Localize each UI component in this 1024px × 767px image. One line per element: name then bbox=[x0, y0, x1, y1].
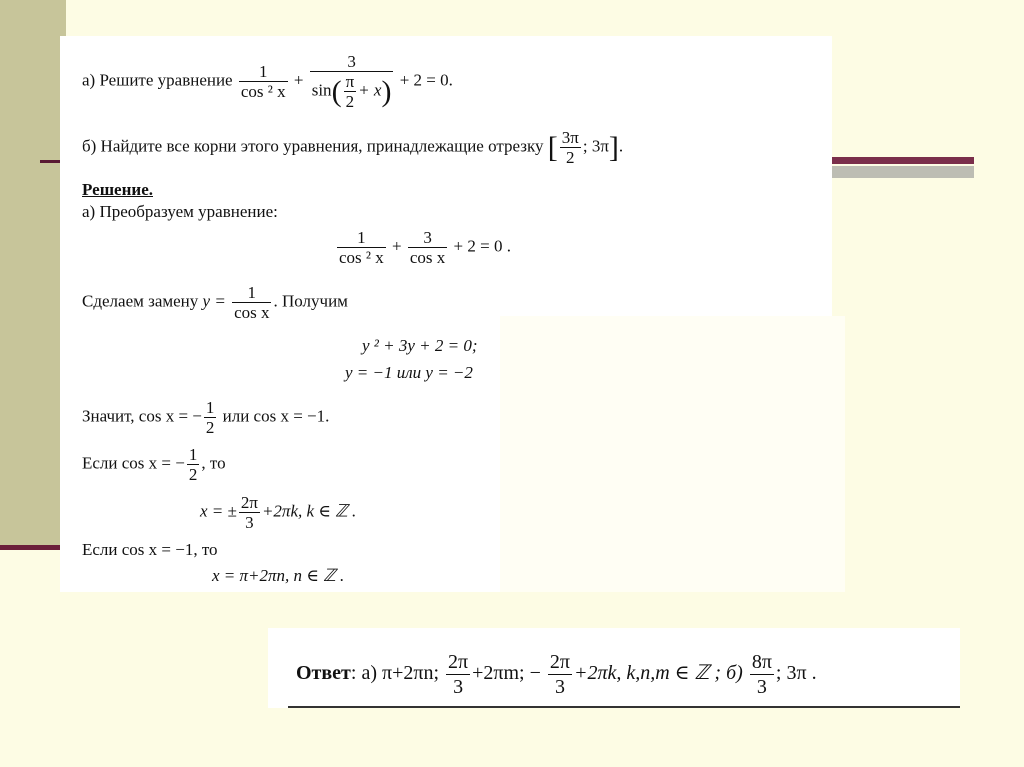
task-part-a bbox=[82, 52, 453, 111]
solution-heading: Решение. bbox=[82, 180, 153, 199]
answer-part-a: : а) π+2πn; bbox=[350, 662, 440, 685]
task-frac2-num: 3 bbox=[310, 52, 394, 72]
eq1-frac2 bbox=[408, 228, 447, 267]
hence-tail: или cos x = −1. bbox=[222, 406, 330, 426]
x1-den: 3 bbox=[245, 513, 254, 532]
answer-frac3-num: 8π bbox=[751, 651, 772, 673]
answer-mid2: +2πk, k,n,m ∈ ℤ ; б) bbox=[574, 662, 743, 685]
task-frac1-den: cos ² x bbox=[240, 82, 286, 101]
task-part-b: б) Найдите все корни этого уравнения, принадлежащие отрезку [ $\frac{3\pi}{2}$ ; 3π]. bbox=[82, 128, 624, 167]
hence-frac bbox=[204, 398, 217, 437]
substitution-line bbox=[82, 283, 348, 322]
problem-sheet-overlay bbox=[500, 316, 845, 592]
task-frac2-den: sin( $\frac{\pi}{2}$ + x) bbox=[311, 72, 392, 111]
if1-line bbox=[82, 445, 226, 484]
answer-label: Ответ bbox=[296, 662, 351, 685]
answer-mid1: +2πm; − bbox=[472, 662, 541, 685]
sin-label: sin bbox=[311, 80, 332, 100]
if1-den: 2 bbox=[188, 465, 198, 484]
quadratic-eq: y ² + 3y + 2 = 0; bbox=[362, 336, 478, 355]
pi-half-frac bbox=[344, 72, 357, 111]
eq1-frac1 bbox=[337, 228, 386, 267]
hence-num: 1 bbox=[205, 398, 215, 417]
if1-prefix: Если cos x = − bbox=[82, 453, 185, 473]
two-den: 2 bbox=[345, 92, 355, 111]
x1-prefix: x = ± bbox=[200, 501, 237, 521]
task-frac2 bbox=[310, 52, 394, 111]
task-frac1-num: 1 bbox=[239, 62, 288, 82]
eq1-frac1-den: cos ² x bbox=[339, 248, 384, 267]
task-plus: + bbox=[293, 70, 304, 90]
if1-num: 1 bbox=[188, 445, 198, 464]
sub-var: y = bbox=[202, 291, 226, 311]
eq1-frac1-num: 1 bbox=[337, 228, 386, 248]
solution-eq1 bbox=[335, 228, 511, 267]
x1-tail: +2πk, k ∈ ℤ . bbox=[261, 501, 357, 521]
if1-frac bbox=[187, 445, 200, 484]
answer-underline bbox=[288, 706, 960, 708]
pi-num: π bbox=[345, 72, 355, 91]
hence-line bbox=[82, 398, 329, 437]
interval-frac bbox=[560, 128, 581, 167]
sub-tail: . Получим bbox=[273, 291, 348, 311]
eq1-tail: + 2 = 0 . bbox=[453, 236, 511, 256]
answer-frac2-num: 2π bbox=[549, 651, 571, 673]
hence-den: 2 bbox=[205, 418, 215, 437]
answer-frac1 bbox=[446, 650, 470, 699]
solution-step1: а) Преобразуем уравнение: bbox=[82, 202, 278, 221]
quadratic-roots: y = −1 или y = −2 bbox=[345, 363, 473, 382]
sub-den: cos x bbox=[234, 303, 270, 322]
task-part-a-label: а) Решите уравнение bbox=[82, 70, 233, 90]
right-decor-stripe bbox=[832, 157, 974, 164]
interval-num: 3π bbox=[561, 128, 579, 147]
answer-frac3 bbox=[750, 650, 774, 699]
task-frac1 bbox=[239, 62, 288, 101]
answer-frac2-den: 3 bbox=[554, 676, 565, 698]
x2-line: x = π+2πn, n ∈ ℤ . bbox=[212, 566, 345, 585]
left-decor-line bbox=[0, 545, 66, 550]
hence-prefix: Значит, cos x = − bbox=[82, 406, 202, 426]
answer-frac1-den: 3 bbox=[453, 676, 464, 698]
answer-frac3-den: 3 bbox=[756, 676, 767, 698]
sub-text: Сделаем замену bbox=[82, 291, 199, 311]
x1-line bbox=[200, 493, 356, 532]
right-decor-stripe-gray bbox=[832, 166, 974, 178]
sub-frac bbox=[232, 283, 271, 322]
answer-line bbox=[296, 650, 817, 699]
x1-num: 2π bbox=[240, 493, 258, 512]
plus-x: + x bbox=[358, 80, 382, 100]
task-tail: + 2 = 0. bbox=[399, 70, 453, 90]
answer-frac1-num: 2π bbox=[448, 651, 469, 673]
interval-end: . bbox=[618, 136, 624, 156]
interval-den: 2 bbox=[566, 148, 575, 167]
sub-num: 1 bbox=[232, 283, 271, 303]
if1-tail: , то bbox=[201, 453, 226, 473]
eq1-frac2-num: 3 bbox=[408, 228, 447, 248]
answer-tail: ; 3π . bbox=[775, 662, 817, 685]
task-part-b-label: б) Найдите все корни этого уравнения, принадлежащие отрезку bbox=[82, 136, 544, 156]
x1-frac bbox=[239, 493, 260, 532]
interval-rest: ; 3π bbox=[582, 136, 609, 156]
if2-line: Если cos x = −1, то bbox=[82, 540, 218, 559]
answer-frac2 bbox=[548, 650, 572, 699]
eq1-plus: + bbox=[392, 236, 402, 256]
left-decor-bar bbox=[0, 0, 66, 545]
eq1-frac2-den: cos x bbox=[409, 248, 446, 267]
